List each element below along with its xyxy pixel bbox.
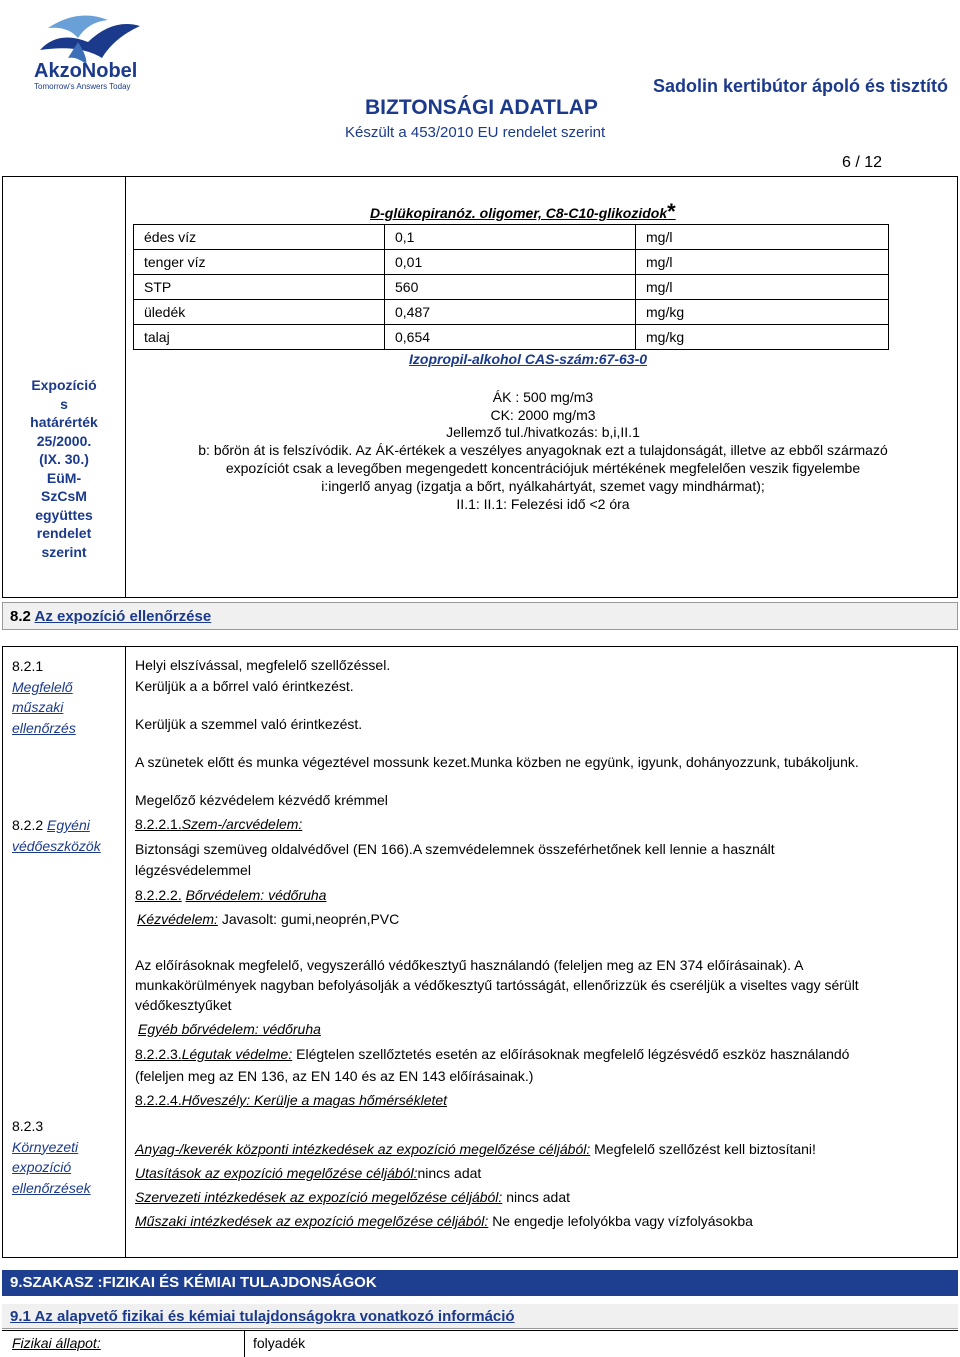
cell-unit: mg/l <box>636 225 889 250</box>
physical-state-label: Fizikai állapot: <box>12 1335 101 1351</box>
table-row <box>134 225 889 250</box>
label-line: (IX. 30.) <box>39 451 89 467</box>
column-divider <box>125 176 126 598</box>
label-8-2-1 <box>12 656 122 738</box>
note-line: II.1: II.1: Felezési idő <2 óra <box>456 496 630 512</box>
hand-text: Javasolt: gumi,neoprén,PVC <box>221 911 400 927</box>
page-number: 6 / 12 <box>841 154 882 171</box>
env-label: Műszaki intézkedések az expozíció megelőzése céljából: <box>135 1213 489 1229</box>
env-text: nincs adat <box>506 1189 571 1205</box>
respiratory-heading <box>135 1045 849 1064</box>
cell-medium: üledék <box>134 300 385 325</box>
label-line: határérték <box>30 414 98 430</box>
section-9-bar: 9.SZAKASZ :FIZIKAI ÉS KÉMIAI TULAJDONSÁGOK <box>2 1270 958 1296</box>
hand-protection <box>137 910 399 929</box>
cell-value: 560 <box>385 275 636 300</box>
label-line: együttes <box>35 506 93 523</box>
env-measure-3 <box>135 1188 570 1207</box>
sub-number: 8.2.2.2. <box>135 887 182 903</box>
cell-value: 0,487 <box>385 300 636 325</box>
label-number: 8.2.2 <box>12 817 44 833</box>
text-line: (feleljen meg az EN 136, az EN 140 és az EN 143 előírásainak.) <box>135 1068 534 1084</box>
company-logo <box>18 8 158 92</box>
label-line: 25/2000. <box>36 432 92 449</box>
label-8-2-2 <box>12 815 122 856</box>
label-8-2-3 <box>12 1116 122 1198</box>
label-line: EüM- <box>46 469 82 486</box>
logo-tagline: Tomorrow's Answers Today <box>34 82 131 91</box>
env-text: nincs adat <box>417 1165 482 1181</box>
other-skin-protection: Egyéb bőrvédelem: védőruha <box>138 1021 321 1037</box>
cell-unit: mg/l <box>636 250 889 275</box>
physical-state-value: folyadék <box>253 1335 306 1351</box>
env-measure-2 <box>135 1164 481 1183</box>
property-reference: Jellemző tul./hivatkozás: b,i,II.1 <box>446 424 640 440</box>
resp-text: Elégtelen szellőztetés esetén az előírásoknak megfelelő légzésvédő eszköz használandó <box>296 1046 850 1062</box>
section-title-text: Az expozíció ellenőrzése <box>34 608 212 625</box>
cell-medium: édes víz <box>134 225 385 250</box>
note-line: i:ingerlő anyag (izgatja a bőrt, nyálkahártyát, szemet vagy mindhármat); <box>321 478 765 494</box>
substance1-name: D-glükopiranóz. oligomer, C8-C10-glikozidok <box>370 205 668 221</box>
ck-value: CK: 2000 mg/m3 <box>490 407 596 423</box>
exposure-left-label <box>8 376 120 561</box>
text-line: munkakörülmények nagyban befolyásolják a védőkesztyű tartósságát, ellenőrizzük és cseréljük a viseltes vagy sérült <box>135 977 859 993</box>
label-line: védőeszközök <box>12 837 101 854</box>
text-line: Megelőző kézvédelem kézvédő krémmel <box>135 792 388 808</box>
column-divider <box>125 646 126 1258</box>
label-line: Környezeti <box>12 1138 79 1155</box>
text-line: Kerüljük a szemmel való érintkezést. <box>135 716 363 732</box>
sub-label: Légutak védelme: <box>181 1046 293 1062</box>
cell-medium: tenger víz <box>134 250 385 275</box>
note-line: b: bőrön át is felszívódik. Az ÁK-értékek a veszélyes anyagoknak ezt a tulajdonságát, illetve az ebből származó <box>198 442 888 458</box>
eye-protection-heading <box>135 815 302 834</box>
label-line: Expozíció <box>31 377 97 393</box>
env-measure-1 <box>135 1140 816 1159</box>
text-line: légzésvédelemmel <box>135 862 251 878</box>
text-line: Biztonsági szemüveg oldalvédővel (EN 166).A szemvédelemnek összeférhetőnek kell lennie a használt <box>135 841 775 857</box>
text-line: A szünetek előtt és munka végeztével mossunk kezet.Munka közben ne együnk, igyunk, dohányozzunk, tubákoljunk. <box>135 754 859 770</box>
document-title: BIZTONSÁGI ADATLAP <box>365 96 598 119</box>
sub-number: 8.2.2.3. <box>135 1046 182 1062</box>
label-line: SzCsM <box>41 488 87 504</box>
skin-protection-heading <box>135 886 326 905</box>
section-8-2-title <box>10 608 211 625</box>
env-label: Szervezeti intézkedések az expozíció megelőzése céljából: <box>135 1189 503 1205</box>
sub-label: Kézvédelem: <box>137 911 218 927</box>
text-line: védőkesztyűket <box>135 997 232 1013</box>
env-label: Anyag-/keverék központi intézkedések az expozíció megelőzése céljából: <box>135 1141 591 1157</box>
label-line: ellenőrzések <box>12 1179 91 1196</box>
text-line: Az előírásoknak megfelelő, vegyszerálló védőkesztyű használandó (feleljen meg az EN 374 előírásainak). A <box>135 957 804 973</box>
document-subtitle: Készült a 453/2010 EU rendelet szerint <box>345 124 606 141</box>
ak-value: ÁK : 500 mg/m3 <box>492 389 594 405</box>
label-line: Egyéni <box>47 817 90 833</box>
cell-value: 0,01 <box>385 250 636 275</box>
cell-unit: mg/kg <box>636 325 889 350</box>
cell-unit: mg/kg <box>636 300 889 325</box>
label-line: Megfelelő <box>12 678 73 695</box>
sub-label: Szem-/arcvédelem: <box>181 816 303 832</box>
pnec-table <box>133 224 889 350</box>
cell-value: 0,654 <box>385 325 636 350</box>
logo-name: AkzoNobel <box>34 60 138 82</box>
sub-number: 8.2.2.4. <box>135 1092 182 1108</box>
cell-unit: mg/l <box>636 275 889 300</box>
label-line: rendelet <box>36 525 92 541</box>
cell-medium: talaj <box>134 325 385 350</box>
text-line: Helyi elszívással, megfelelő szellőzéssel. <box>135 657 391 673</box>
label-number: 8.2.3 <box>12 1118 44 1134</box>
table-row <box>134 325 889 350</box>
label-line: műszaki <box>12 699 64 715</box>
env-label: Utasítások az expozíció megelőzése céljából: <box>135 1165 418 1181</box>
table-row <box>134 300 889 325</box>
substance2-title: Izopropil-alkohol CAS-szám:67-63-0 <box>409 351 648 367</box>
cell-medium: STP <box>134 275 385 300</box>
env-measure-4 <box>135 1212 753 1231</box>
heat-heading <box>135 1091 447 1110</box>
cell-value: 0,1 <box>385 225 636 250</box>
sub-label: Bőrvédelem: védőruha <box>185 887 327 903</box>
label-line: szerint <box>41 543 87 560</box>
label-line: s <box>60 395 68 412</box>
env-text: Ne engedje lefolyókba vagy vízfolyásokba <box>492 1213 753 1229</box>
sub-label: Hőveszély: Kerülje a magas hőmérsékletet <box>181 1092 448 1108</box>
text-line: Kerüljük a a bőrrel való érintkezést. <box>135 678 354 694</box>
label-line: ellenőrzés <box>12 719 76 736</box>
divider <box>2 1330 958 1331</box>
subsection-9-1-title: 9.1 Az alapvető fizikai és kémiai tulajdonságokra vonatkozó információ <box>10 1308 515 1325</box>
label-number: 8.2.1 <box>12 658 44 674</box>
sub-number: 8.2.2.1. <box>135 816 182 832</box>
label-line: expozíció <box>12 1159 72 1175</box>
section-number: 8.2 <box>10 608 31 625</box>
product-name: Sadolin kertibútor ápoló és tisztító <box>652 76 948 96</box>
table-row <box>134 275 889 300</box>
env-text: Megfelelő szellőzést kell biztosítani! <box>594 1141 816 1157</box>
table-row <box>134 250 889 275</box>
asterisk: * <box>667 199 676 224</box>
note-line: expozíciót csak a levegőben megengedett koncentrációjuk mértékének megfelelően veszik figyelembe <box>225 460 861 476</box>
column-divider <box>244 1330 245 1357</box>
